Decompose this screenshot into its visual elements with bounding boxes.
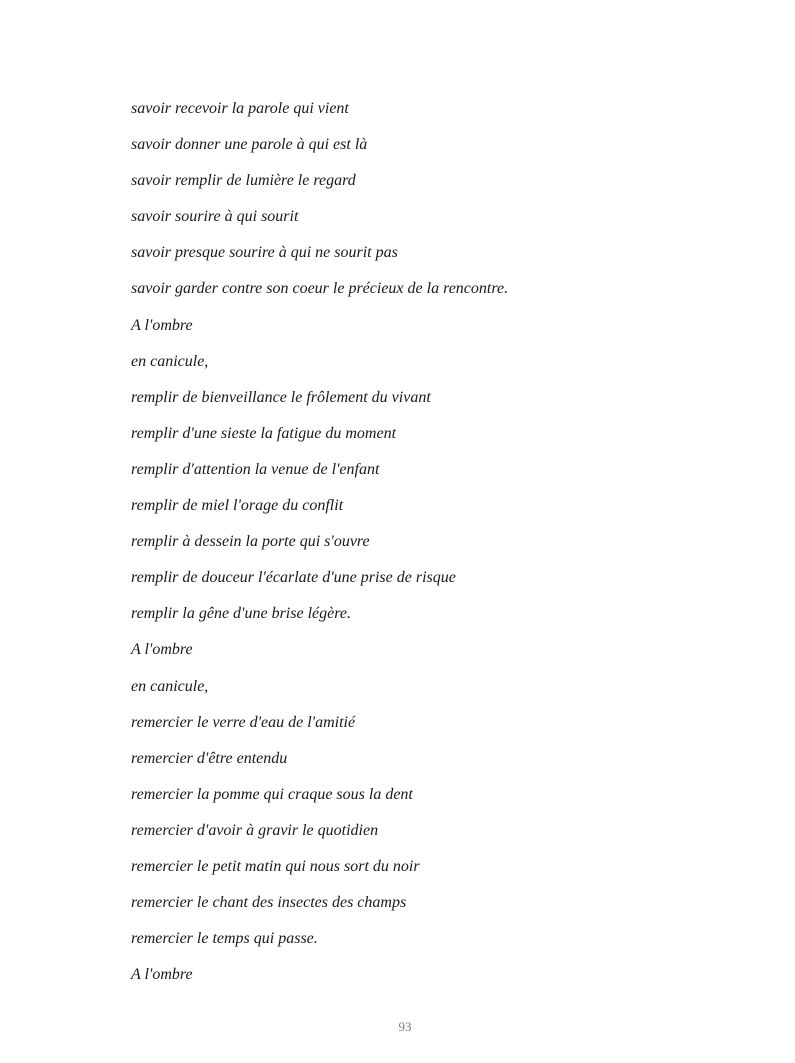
poem-line: remplir de douceur l'écarlate d'une prise de risque — [131, 569, 456, 587]
poem-line: savoir remplir de lumière le regard — [131, 172, 356, 190]
poem-line: A l'ombre — [131, 966, 193, 984]
poem-line: remercier le chant des insectes des champs — [131, 894, 407, 912]
poem-line: savoir garder contre son coeur le précieux de la rencontre. — [131, 280, 509, 298]
poem-line: remplir à dessein la porte qui s'ouvre — [131, 533, 370, 551]
poem-line: A l'ombre — [131, 641, 193, 659]
poem-line: remercier le petit matin qui nous sort du noir — [131, 857, 420, 875]
poem-line: remercier le verre d'eau de l'amitié — [131, 713, 356, 731]
poem-line: remercier d'être entendu — [131, 749, 288, 767]
poem-line: en canicule, — [131, 352, 209, 370]
poem-line: remplir d'attention la venue de l'enfant — [131, 460, 380, 478]
poem-line: savoir donner une parole à qui est là — [131, 136, 368, 154]
poem-text — [131, 99, 508, 1001]
page-number: 93 — [398, 1019, 412, 1034]
poem-line: A l'ombre — [131, 316, 193, 334]
poem-line: savoir presque sourire à qui ne sourit pas — [131, 244, 398, 262]
poem-line: remplir d'une sieste la fatigue du moment — [131, 424, 397, 442]
poem-line: remplir de bienveillance le frôlement du vivant — [131, 388, 431, 406]
poem-line: remplir la gêne d'une brise légère. — [131, 605, 351, 623]
poem-line: remercier la pomme qui craque sous la dent — [131, 785, 413, 803]
poem-line: remercier le temps qui passe. — [131, 930, 318, 948]
poem-line: savoir recevoir la parole qui vient — [131, 100, 349, 117]
poem-line: savoir sourire à qui sourit — [131, 208, 299, 226]
poem-line: en canicule, — [131, 677, 209, 695]
poem-line: remercier d'avoir à gravir le quotidien — [131, 821, 379, 839]
poem-line: remplir de miel l'orage du conflit — [131, 497, 344, 515]
